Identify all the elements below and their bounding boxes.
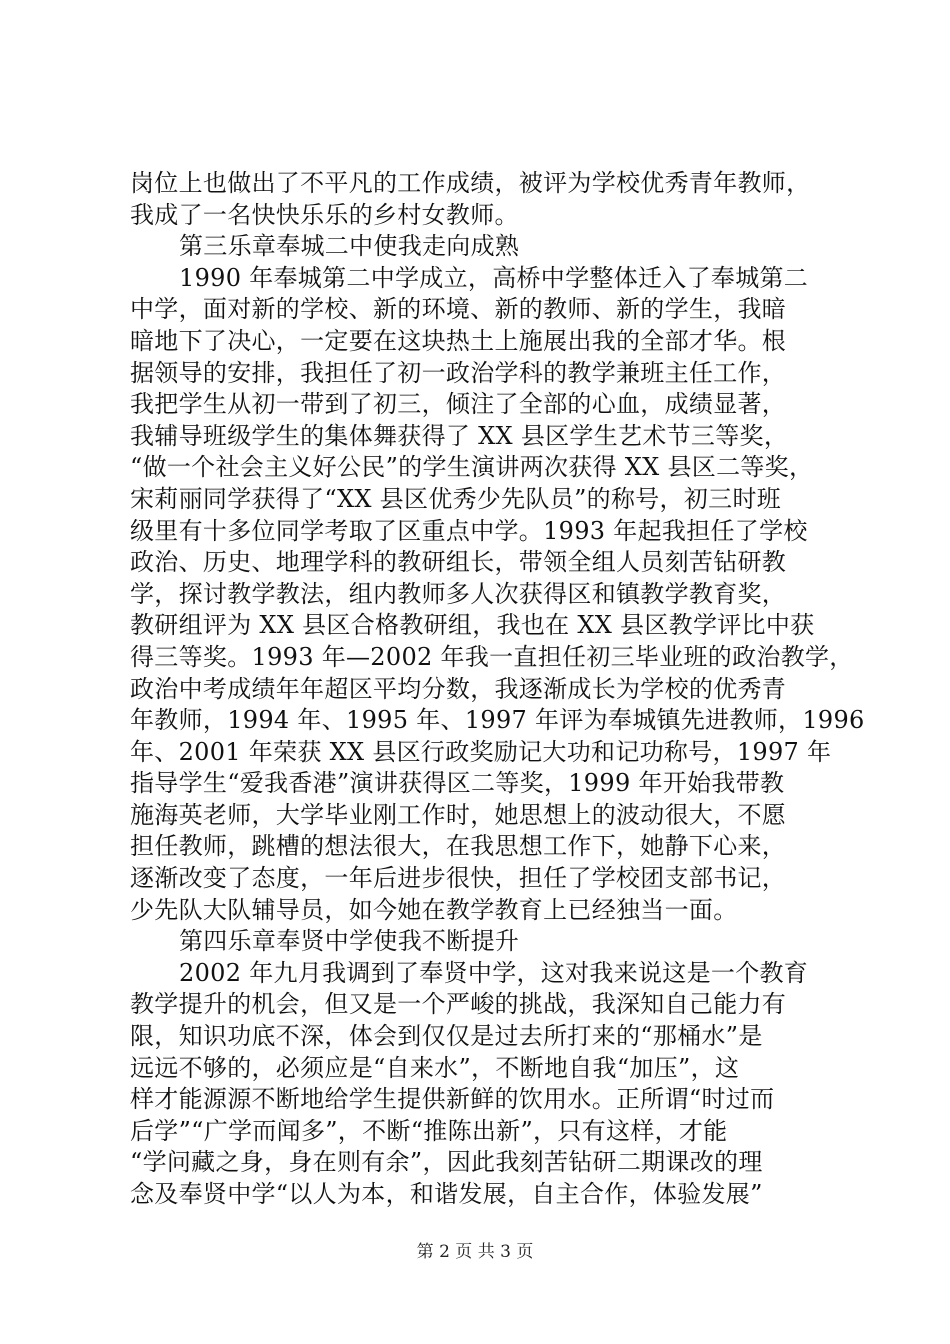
text-line: 级里有十多位同学考取了区重点中学。1993 年起我担任了学校 <box>130 516 808 545</box>
text-line: 年、2001 年荣获 XX 县区行政奖励记大功和记功称号，1997 年 <box>130 737 832 766</box>
text-line: 样才能源源不断地给学生提供新鲜的饮用水。正所谓“时过而 <box>130 1085 775 1114</box>
text-line: 远远不够的，必须应是“自来水”，不断地自我“加压”，这 <box>130 1053 740 1082</box>
text-line: 后学”“广学而闻多”，不断“推陈出新”，只有这样，才能 <box>130 1116 728 1145</box>
text-line: 教学提升的机会，但又是一个严峻的挑战，我深知自己能力有 <box>130 990 787 1019</box>
text-line: 我成了一名快快乐乐的乡村女教师。 <box>130 200 519 229</box>
text-line: 施海英老师，大学毕业刚工作时，她思想上的波动很大，不愿 <box>130 800 787 829</box>
text-line: 逐渐改变了态度，一年后进步很快，担任了学校团支部书记， <box>130 864 787 893</box>
text-line: 我辅导班级学生的集体舞获得了 XX 县区学生艺术节三等奖， <box>130 421 789 450</box>
text-line: 中学，面对新的学校、新的环境、新的教师、新的学生，我暗 <box>130 295 787 324</box>
text-line: 政治中考成绩年年超区平均分数，我逐渐成长为学校的优秀青 <box>130 674 787 703</box>
text-line: 2002 年九月我调到了奉贤中学，这对我来说这是一个教育 <box>179 958 809 987</box>
text-line: 宋莉丽同学获得了“XX 县区优秀少先队员”的称号，初三时班 <box>130 484 782 513</box>
text-line: 1990 年奉城第二中学成立，高桥中学整体迁入了奉城第二 <box>179 263 809 292</box>
text-line: 得三等奖。1993 年—2002 年我一直担任初三毕业班的政治教学， <box>130 642 854 671</box>
text-line: 指导学生“爱我香港”演讲获得区二等奖，1999 年开始我带教 <box>130 769 785 798</box>
section-heading: 第四乐章奉贤中学使我不断提升 <box>179 927 520 956</box>
text-line: 学，探讨教学教法，组内教师多人次获得区和镇教学教育奖， <box>130 579 787 608</box>
text-line: 暗地下了决心，一定要在这块热土上施展出我的全部才华。根 <box>130 326 787 355</box>
text-line: 限，知识功底不深，体会到仅仅是过去所打来的“那桶水”是 <box>130 1022 763 1051</box>
text-line: 少先队大队辅导员，如今她在教学教育上已经独当一面。 <box>130 895 738 924</box>
text-line: 我把学生从初一带到了初三，倾注了全部的心血，成绩显著， <box>130 390 787 419</box>
text-line: “学问藏之身，身在则有余”，因此我刻苦钻研二期课改的理 <box>130 1148 763 1177</box>
page-footer <box>0 1240 950 1264</box>
section-heading: 第三乐章奉城二中使我走向成熟 <box>179 232 520 261</box>
text-line: 岗位上也做出了不平凡的工作成绩，被评为学校优秀青年教师， <box>130 169 811 197</box>
text-line: “做一个社会主义好公民”的学生演讲两次获得 XX 县区二等奖， <box>130 453 814 482</box>
document-body <box>130 168 865 1211</box>
text-line: 念及奉贤中学“以人为本，和谐发展，自主合作，体验发展” <box>130 1180 763 1208</box>
text-line: 政治、历史、地理学科的教研组长，带领全组人员刻苦钻研教 <box>130 548 787 577</box>
text-line: 年教师，1994 年、1995 年、1997 年评为奉城镇先进教师，1996 <box>130 706 865 735</box>
text-line: 据领导的安排，我担任了初一政治学科的教学兼班主任工作， <box>130 358 787 387</box>
text-line: 教研组评为 XX 县区合格教研组，我也在 XX 县区教学评比中获 <box>130 611 815 640</box>
text-line: 担任教师，跳槽的想法很大，在我思想工作下，她静下心来， <box>130 832 787 861</box>
page-number-label: 第 2 页 共 3 页 <box>416 1242 534 1262</box>
